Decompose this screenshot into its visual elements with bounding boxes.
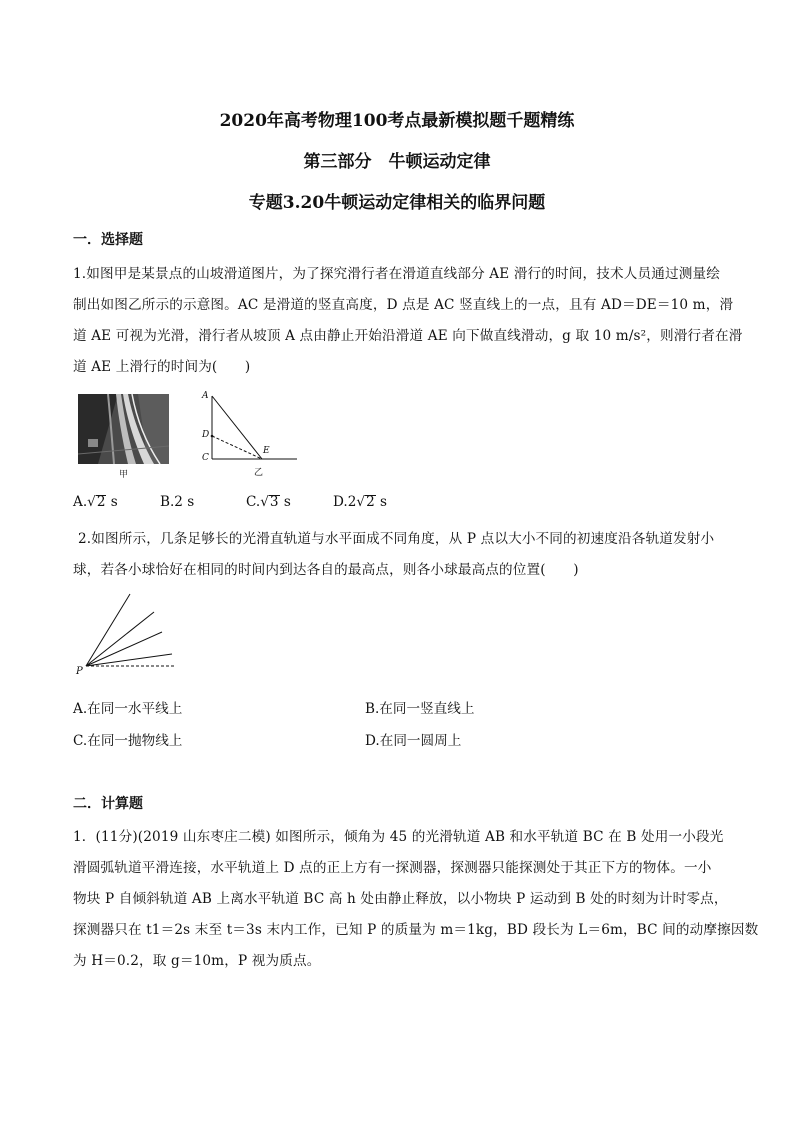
option-a-suffix: s — [106, 494, 118, 510]
section-heading-choice: 一．选择题 — [73, 232, 143, 248]
point-label-D: D — [202, 430, 210, 440]
document-title: 2020年高考物理100考点最新模拟题千题精练 — [219, 111, 575, 131]
calc-q1-line1: 1．(11分)(2019 山东枣庄二模) 如图所示，倾角为 45 的光滑轨道 AB 和水平轨道 BC 在 B 处用一小段光 — [73, 829, 724, 845]
q1-text-line1: 1.如图甲是某景点的山坡滑道图片，为了探究滑行者在滑道直线部分 AE 滑行的时间，技术人员通过测量绘 — [73, 266, 720, 282]
q2-option-a: A.在同一水平线上 — [73, 701, 183, 717]
calc-q1-line3: 物块 P 自倾斜轨道 AB 上离水平轨道 BC 高 h 处由静止释放，以小物块 P 运动到 B 处的时刻为计时零点， — [73, 891, 728, 907]
q1-text-line4: 道 AE 上滑行的时间为( ) — [73, 359, 251, 375]
option-d-suffix: s — [375, 494, 388, 510]
q1-option-b — [160, 494, 194, 510]
point-label-P: P — [76, 666, 83, 677]
calc-q1-line4: 探测器只在 t1＝2s 末至 t＝3s 末内工作，已知 P 的质量为 m＝1kg，BD 段长为 L＝6m，BC 间的动摩擦因数 — [73, 922, 759, 938]
point-label-E: E — [263, 446, 270, 456]
sqrt-symbol: √ — [87, 494, 96, 510]
slide-schematic — [195, 390, 305, 475]
option-b-prefix: B.2 s — [160, 494, 195, 510]
point-label-A: A — [202, 391, 209, 401]
q2-text-line1: 2.如图所示，几条足够长的光滑直轨道与水平面成不同角度，从 P 点以大小不同的初速度沿各轨道发射小 — [78, 531, 715, 547]
topic-title: 专题3.20牛顿运动定律相关的临界问题 — [248, 193, 546, 213]
option-d-radicand: 2 — [366, 494, 375, 510]
sqrt-symbol: √ — [260, 494, 269, 510]
q2-option-b: B.在同一竖直线上 — [365, 701, 475, 717]
option-a-radicand: 2 — [96, 494, 106, 510]
sqrt-symbol: √ — [356, 494, 366, 510]
option-c-radicand: 3 — [269, 494, 279, 510]
calc-q1-line5: 为 H＝0.2，取 g＝10m，P 视为质点。 — [73, 953, 321, 969]
fig-label-jia: 甲 — [119, 470, 129, 480]
option-a-prefix: A. — [73, 494, 88, 510]
q1-text-line2: 制出如图乙所示的示意图。AC 是滑道的竖直高度，D 点是 AC 竖直线上的一点，且有 AD＝DE＝10 m，滑 — [73, 297, 734, 313]
slide-photo-drawing — [78, 394, 169, 464]
q2-option-c: C.在同一抛物线上 — [73, 733, 183, 749]
calc-q1-line2: 滑圆弧轨道平滑连接，水平轨道上 D 点的正上方有一探测器，探测器只能探测处于其正下方的物体。一小 — [73, 860, 712, 876]
q2-text-line2: 球，若各小球恰好在相同的时间内到达各自的最高点，则各小球最高点的位置( ) — [73, 562, 579, 578]
fig-label-yi: 乙 — [254, 468, 264, 478]
q1-option-a — [73, 494, 118, 510]
point-label-C: C — [202, 453, 209, 463]
q2-option-d: D.在同一圆周上 — [365, 733, 462, 749]
slide-photo — [78, 394, 169, 464]
q1-option-c — [246, 494, 291, 510]
option-c-prefix: C. — [246, 494, 261, 510]
option-c-suffix: s — [279, 494, 291, 510]
q1-text-line3: 道 AE 可视为光滑，滑行者从坡顶 A 点由静止开始沿滑道 AE 向下做直线滑动，g 取 10 m/s²，则滑行者在滑 — [73, 328, 743, 344]
section-heading-calc: 二．计算题 — [73, 796, 143, 812]
tracks-diagram — [78, 590, 178, 675]
q1-option-d — [333, 494, 387, 510]
part-title: 第三部分 牛顿运动定律 — [303, 152, 491, 172]
option-d-prefix: D.2 — [333, 494, 357, 510]
